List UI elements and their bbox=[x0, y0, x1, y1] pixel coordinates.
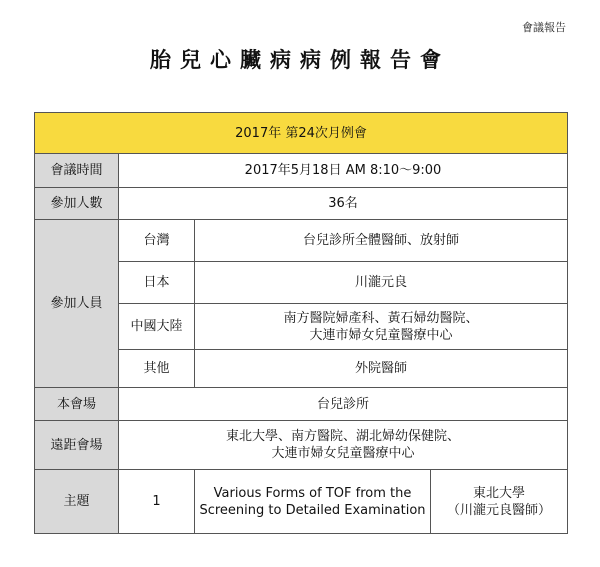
meeting-row bbox=[35, 113, 568, 154]
topic-presenter bbox=[431, 470, 568, 534]
topic-row bbox=[35, 470, 568, 534]
count-row bbox=[35, 188, 568, 220]
participant-region: 台灣 bbox=[119, 220, 195, 262]
meeting-title: 2017年 第24次月例會 bbox=[35, 113, 568, 154]
time-label: 會議時間 bbox=[35, 154, 119, 188]
time-row bbox=[35, 154, 568, 188]
venue-row bbox=[35, 388, 568, 421]
remote-value-line: 大連市婦女兒童醫療中心 bbox=[271, 446, 415, 461]
participants-label: 參加人員 bbox=[35, 220, 119, 388]
participant-detail: 川瀧元良 bbox=[195, 262, 568, 304]
participant-detail bbox=[195, 304, 568, 350]
remote-label: 遠距會場 bbox=[35, 421, 119, 470]
participant-detail: 外院醫師 bbox=[195, 350, 568, 388]
topic-presenter-line: （川瀧元良醫師） bbox=[447, 502, 552, 518]
remote-value-line: 東北大學、南方醫院、湖北婦幼保健院、 bbox=[226, 429, 461, 444]
topic-label: 主題 bbox=[35, 470, 119, 534]
participant-detail-line: 大連市婦女兒童醫療中心 bbox=[309, 327, 453, 343]
topic-title: Various Forms of TOF from the Screening to Detailed Examination bbox=[195, 470, 431, 534]
topic-presenter-line: 東北大學 bbox=[473, 485, 526, 501]
participants-row-taiwan bbox=[35, 220, 568, 262]
participant-detail: 台兒診所全體醫師、放射師 bbox=[195, 220, 568, 262]
participant-region: 其他 bbox=[119, 350, 195, 388]
venue-value: 台兒診所 bbox=[119, 388, 568, 421]
page-title: 胎兒心臟病病例報告會 bbox=[150, 48, 450, 72]
count-value: 36名 bbox=[119, 188, 568, 220]
participant-detail-line: 南方醫院婦產科、黃石婦幼醫院、 bbox=[283, 310, 479, 326]
remote-value bbox=[119, 421, 568, 470]
meeting-report-table bbox=[34, 112, 568, 534]
remote-row bbox=[35, 421, 568, 470]
venue-label: 本會場 bbox=[35, 388, 119, 421]
count-label: 參加人數 bbox=[35, 188, 119, 220]
topic-number: 1 bbox=[119, 470, 195, 534]
time-value: 2017年5月18日 AM 8:10～9:00 bbox=[119, 154, 568, 188]
participant-region: 中國大陸 bbox=[119, 304, 195, 350]
document-type-label: 會議報告 bbox=[522, 21, 566, 34]
participant-region: 日本 bbox=[119, 262, 195, 304]
